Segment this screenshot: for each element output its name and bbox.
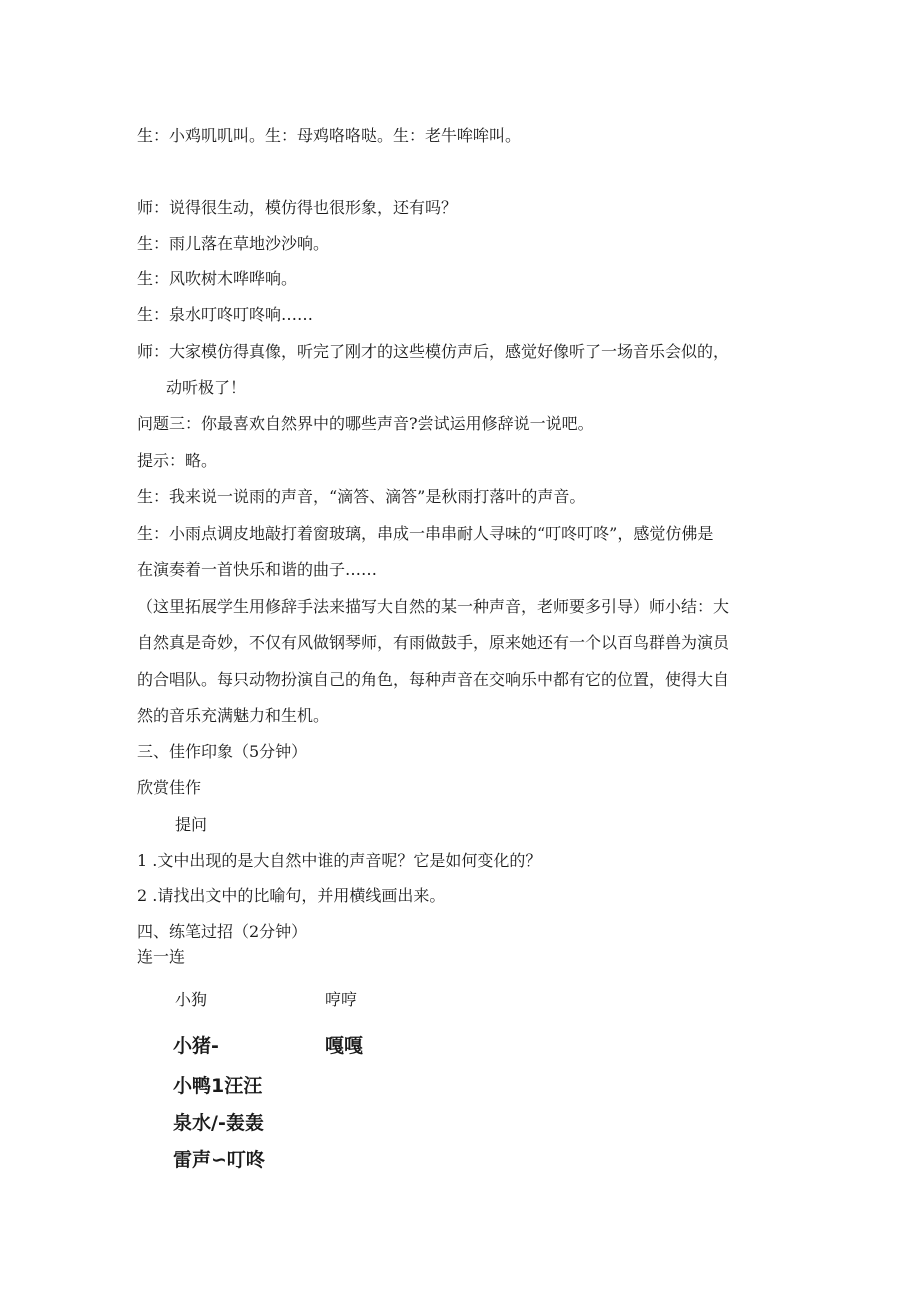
question-item: 2 .请找出文中的比喻句，并用横线画出来。 [137,886,446,905]
match-right-item: 哼哼 [325,990,358,1009]
dialogue-line: 动听极了！ [166,378,247,397]
dialogue-line: 师：大家模仿得真像，听完了刚才的这些模仿声后，感觉好像听了一场音乐会似的， [137,342,730,361]
match-right-item: 嘎嘎 [325,1035,364,1057]
dialogue-line: 生：风吹树木哗哗响。 [137,269,298,288]
paragraph-line: 自然真是奇妙，不仅有风做钢琴师，有雨做鼓手，原来她还有一个以百鸟群兽为演员 [137,633,730,652]
dialogue-line: 生：小鸡叽叽叫。生：母鸡咯咯哒。生：老牛哞哞叫。 [137,126,522,145]
hint-line: 提示：略。 [137,451,218,470]
match-left-item: 小狗 [175,990,208,1009]
match-left-item: 小猪- [173,1035,219,1057]
paragraph-line: （这里拓展学生用修辞手法来描写大自然的某一种声音，老师要多引导）师小结：大 [137,597,730,616]
section-heading: 三、佳作印象（5分钟） [137,742,308,761]
paragraph-line: 的合唱队。每只动物扮演自己的角色，每种声音在交响乐中都有它的位置，使得大自 [137,670,730,689]
question-line: 问题三：你最喜欢自然界中的哪些声音?尝试运用修辞说一说吧。 [137,414,594,433]
dialogue-line: 在演奏着一首快乐和谐的曲子…… [137,560,378,579]
exercise-title: 连一连 [137,947,186,966]
subheading: 提问 [175,815,208,834]
dialogue-line: 师：说得很生动，模仿得也很形象，还有吗？ [137,198,458,217]
dialogue-line: 生：泉水叮咚叮咚响…… [137,305,314,324]
paragraph-line: 然的音乐充满魅力和生机。 [137,706,330,725]
question-item: 1 .文中出现的是大自然中谁的声音呢？它是如何变化的？ [137,851,542,870]
match-row: 小鸭1汪汪 [173,1075,263,1097]
subheading: 欣赏佳作 [137,778,202,797]
dialogue-line: 生：小雨点调皮地敲打着窗玻璃，串成一串串耐人寻味的“叮咚叮咚”，感觉仿佛是 [137,524,714,543]
dialogue-line: 生：我来说一说雨的声音，“滴答、滴答”是秋雨打落叶的声音。 [137,487,586,506]
match-row: 泉水/-轰轰 [173,1112,264,1134]
section-heading: 四、练笔过招（2分钟） [137,922,308,941]
match-row: 雷声∽叮咚 [173,1149,265,1171]
dialogue-line: 生：雨儿落在草地沙沙响。 [137,234,330,253]
